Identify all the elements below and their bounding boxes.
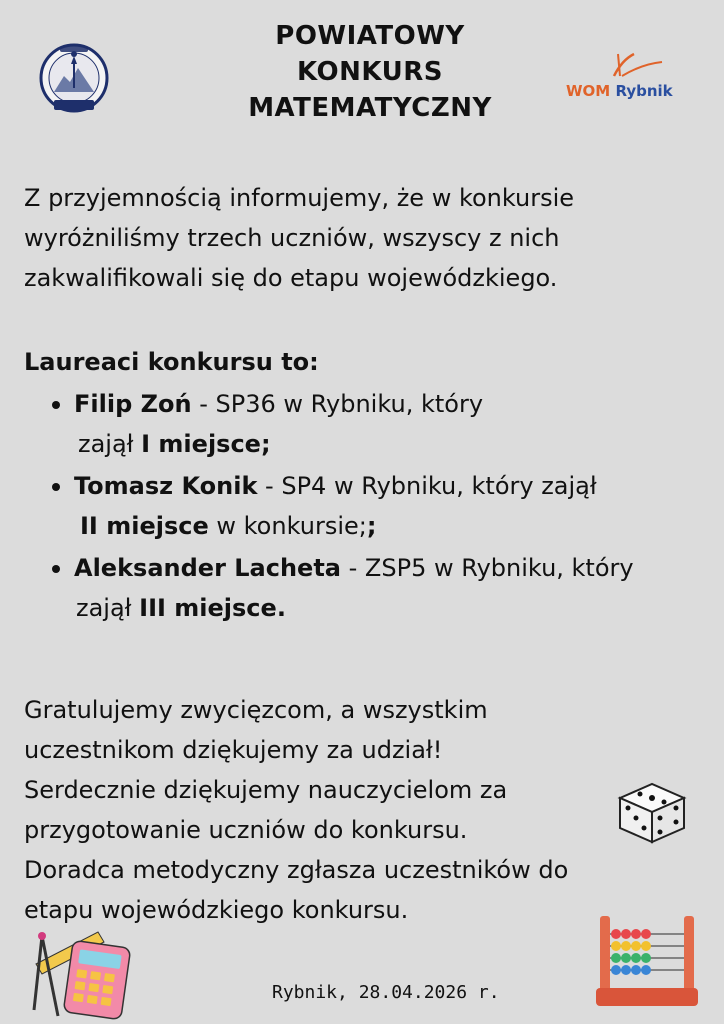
- laureate-place: I miejsce;: [141, 430, 271, 458]
- laureate-name: Tomasz Konik: [74, 472, 258, 500]
- page-title: [200, 18, 540, 126]
- wom-logo-part2: Rybnik: [610, 82, 673, 100]
- intro-line: Z przyjemnością informujemy, że w konkursie: [24, 184, 575, 212]
- intro-line: zakwalifikowali się do etapu wojewódzkiego.: [24, 264, 558, 292]
- title-line: MATEMATYCZNY: [248, 93, 492, 123]
- closing-line: Serdecznie dziękujemy nauczycielom za: [24, 776, 508, 804]
- list-item: [0, 548, 724, 628]
- laureate-place: III miejsce.: [139, 594, 286, 622]
- wom-logo-part1: WOM: [566, 82, 611, 100]
- laureate-school: - ZSP5 w Rybniku, który: [341, 554, 634, 582]
- closing-line: etapu wojewódzkiego konkursu.: [24, 896, 409, 924]
- closing-line: uczestnikom dziękujemy za udział!: [24, 736, 443, 764]
- calculator-icon: [28, 924, 138, 1020]
- title-line: POWIATOWY: [275, 21, 465, 51]
- closing-line: przygotowanie uczniów do konkursu.: [24, 816, 468, 844]
- bullet-icon: [52, 565, 60, 573]
- wom-logo-text: [566, 82, 673, 100]
- dice-icon: [612, 776, 692, 846]
- footer-date: Rybnik, 28.04.2026 r.: [272, 982, 500, 1003]
- title-line: KONKURS: [297, 57, 443, 87]
- laureate-place: II miejsce: [80, 512, 209, 540]
- laureate-line2-post: w konkursie;: [208, 512, 367, 540]
- laureate-school: - SP36 w Rybniku, który: [191, 390, 484, 418]
- closing-line: Gratulujemy zwycięzcom, a wszystkim: [24, 696, 488, 724]
- laureate-list: [0, 384, 724, 630]
- wom-rybnik-logo: [562, 46, 682, 108]
- laureate-school: - SP4 w Rybniku, który zajął: [257, 472, 597, 500]
- laureate-line2-pre: zajął: [76, 594, 140, 622]
- list-item: [0, 384, 724, 464]
- laureate-line2-pre: zajął: [78, 430, 142, 458]
- laureates-heading: Laureaci konkursu to:: [24, 348, 319, 376]
- list-item: Tomasz Konik - SP4 w Rybniku, który zajął II miejsce w konkursie;;: [0, 466, 724, 546]
- closing-paragraph: [24, 690, 704, 930]
- intro-paragraph: [24, 178, 704, 298]
- abacus-icon: [594, 912, 700, 1008]
- school-logo: [38, 42, 110, 118]
- bullet-icon: [52, 483, 60, 491]
- intro-line: wyróżniliśmy trzech uczniów, wszyscy z nich: [24, 224, 560, 252]
- laureate-name: Aleksander Lacheta: [74, 554, 341, 582]
- laureate-name: Filip Zoń: [74, 390, 192, 418]
- book-icon: [562, 46, 682, 82]
- closing-line: Doradca metodyczny zgłasza uczestników do: [24, 856, 569, 884]
- bullet-icon: [52, 401, 60, 409]
